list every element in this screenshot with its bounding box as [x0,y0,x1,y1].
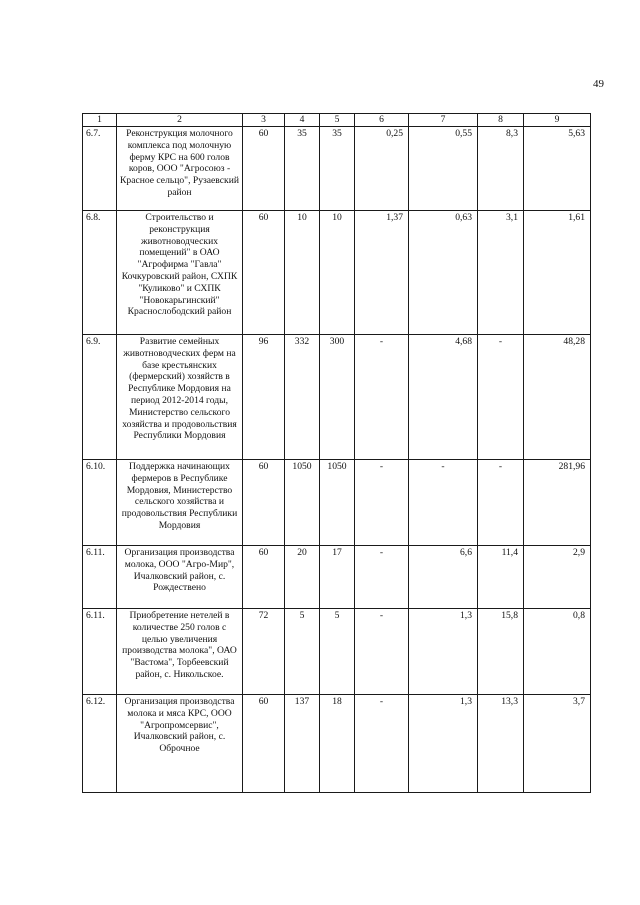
cell-value: 1050 [285,460,320,546]
cell-value: 5 [285,609,320,695]
row-name: Организация производства молока, ООО "Агро-Мир", Ичалковский район, с. Рождествено [117,546,243,609]
cell-value: 35 [320,127,355,211]
row-name: Реконструкция молочного комплекса под молочную ферму КРС на 600 голов коров, ООО "Агросоюз - Красное сельцо", Рузаевский район [117,127,243,211]
cell-value: - [355,335,409,460]
header-cell: 8 [478,114,524,127]
cell-value: 1,3 [409,609,478,695]
row-number: 6.11. [83,546,117,609]
cell-value: 1,61 [524,211,591,335]
cell-value: 48,28 [524,335,591,460]
cell-value: 1,3 [409,695,478,793]
cell-value: - [355,695,409,793]
table-row [83,127,591,211]
cell-value: - [478,460,524,546]
row-number: 6.7. [83,127,117,211]
cell-value: 18 [320,695,355,793]
cell-value: 281,96 [524,460,591,546]
page-number: 49 [593,78,604,90]
cell-value: 17 [320,546,355,609]
cell-value: 4,68 [409,335,478,460]
cell-value: - [355,609,409,695]
table-row [83,695,591,793]
header-cell: 5 [320,114,355,127]
row-number: 6.9. [83,335,117,460]
cell-value: 5 [320,609,355,695]
table-row [83,211,591,335]
cell-value: 3,1 [478,211,524,335]
table-header-row [83,114,591,127]
cell-value: 300 [320,335,355,460]
row-number: 6.11. [83,609,117,695]
header-cell: 3 [243,114,285,127]
cell-value: 60 [243,695,285,793]
cell-value: 60 [243,211,285,335]
cell-value: - [355,546,409,609]
cell-value: 60 [243,546,285,609]
row-number: 6.10. [83,460,117,546]
header-cell: 2 [117,114,243,127]
cell-value: 15,8 [478,609,524,695]
data-table [82,113,591,793]
cell-value: 1,37 [355,211,409,335]
row-number: 6.8. [83,211,117,335]
row-name: Развитие семейных животноводческих ферм на базе крестьянских (фермерский) хозяйств в Республике Мордовия на период 2012-2014 годы, Министерство сельского хозяйства и продовольствия Республики Мордовия [117,335,243,460]
cell-value: 8,3 [478,127,524,211]
cell-value: 0,55 [409,127,478,211]
cell-value: 11,4 [478,546,524,609]
header-cell: 9 [524,114,591,127]
header-cell: 7 [409,114,478,127]
header-cell: 4 [285,114,320,127]
cell-value: 0,63 [409,211,478,335]
cell-value: 3,7 [524,695,591,793]
cell-value: 6,6 [409,546,478,609]
row-name: Организация производства молока и мяса КРС, ООО "Агропромсервис", Ичалковский район, с. Оброчное [117,695,243,793]
cell-value: 96 [243,335,285,460]
cell-value: 2,9 [524,546,591,609]
cell-value: 1050 [320,460,355,546]
cell-value: - [478,335,524,460]
cell-value: 332 [285,335,320,460]
table-row [83,460,591,546]
cell-value: 5,63 [524,127,591,211]
cell-value: 60 [243,460,285,546]
row-name: Приобретение нетелей в количестве 250 голов с целью увеличения производства молока", ОАО "Вастома", Торбеевский район, с. Никольское. [117,609,243,695]
cell-value: 20 [285,546,320,609]
table-row [83,546,591,609]
cell-value: 13,3 [478,695,524,793]
cell-value: 10 [285,211,320,335]
cell-value: 72 [243,609,285,695]
cell-value: - [355,460,409,546]
header-cell: 6 [355,114,409,127]
cell-value: - [409,460,478,546]
row-name: Строительство и реконструкция животноводческих помещений" в ОАО "Агрофирма "Гавла" Кочкуровский район, СХПК "Куликово" и СХПК "Новокарьгинский" Краснослободский район [117,211,243,335]
row-name: Поддержка начинающих фермеров в Республике Мордовия, Министерство сельского хозяйства и продовольствия Республики Мордовия [117,460,243,546]
cell-value: 0,25 [355,127,409,211]
cell-value: 35 [285,127,320,211]
cell-value: 137 [285,695,320,793]
row-number: 6.12. [83,695,117,793]
cell-value: 0,8 [524,609,591,695]
header-cell: 1 [83,114,117,127]
cell-value: 10 [320,211,355,335]
table-row [83,609,591,695]
table-row [83,335,591,460]
cell-value: 60 [243,127,285,211]
